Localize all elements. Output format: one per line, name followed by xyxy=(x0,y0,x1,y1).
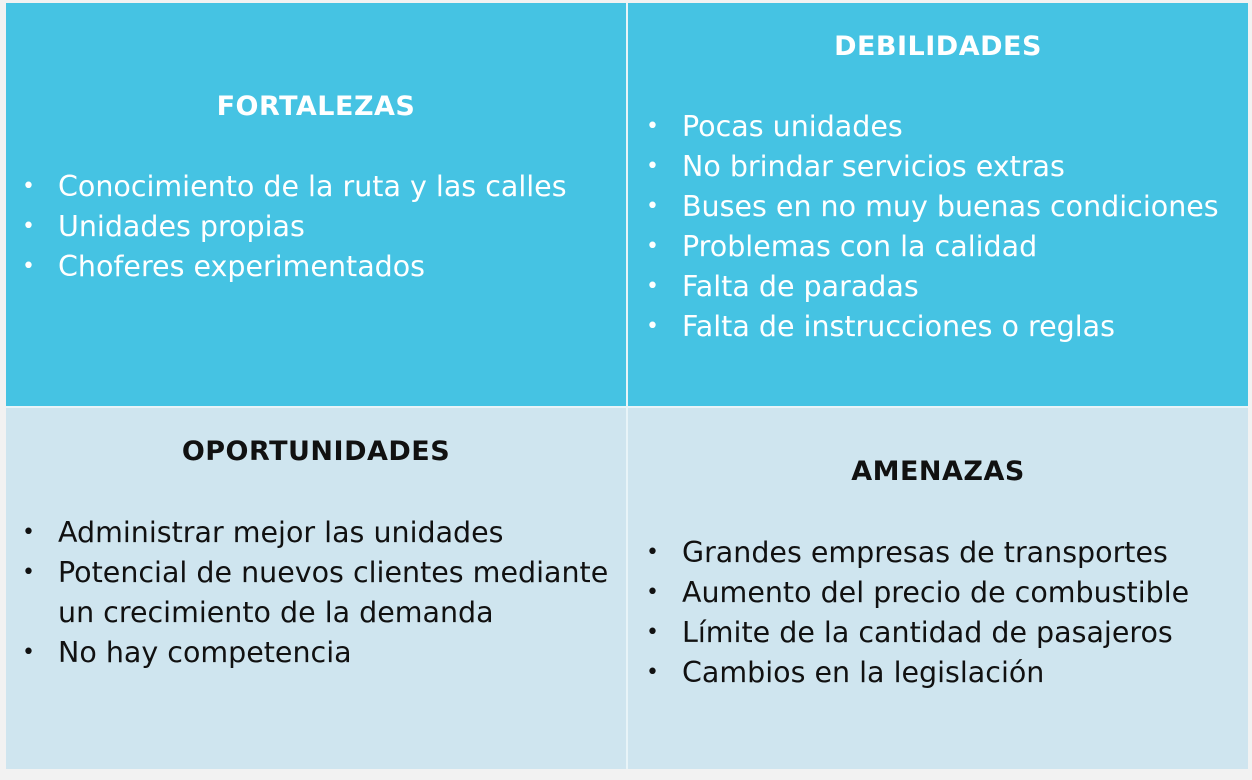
list-item: • Problemas con la calidad xyxy=(644,227,1219,267)
quadrant-debilidades xyxy=(628,3,1248,406)
list-item: • Conocimiento de la ruta y las calles xyxy=(20,167,567,207)
list-item: • Límite de la cantidad de pasajeros xyxy=(644,613,1189,653)
list-item: • Unidades propias xyxy=(20,207,567,247)
list-item: • Grandes empresas de transportes xyxy=(644,533,1189,573)
list-item: • Aumento del precio de combustible xyxy=(644,573,1189,613)
quadrant-title-amenazas: AMENAZAS xyxy=(851,456,1025,487)
swot-matrix xyxy=(6,3,1248,769)
list-item: • No hay competencia xyxy=(20,633,610,673)
list-fortalezas xyxy=(20,167,567,287)
list-debilidades xyxy=(644,107,1219,347)
quadrant-title-debilidades: DEBILIDADES xyxy=(834,31,1042,62)
list-item: • Falta de instrucciones o reglas xyxy=(644,307,1219,347)
quadrant-amenazas xyxy=(628,408,1248,769)
quadrant-oportunidades xyxy=(6,408,626,769)
list-item: • Choferes experimentados xyxy=(20,247,567,287)
quadrant-title-oportunidades: OPORTUNIDADES xyxy=(181,436,451,467)
quadrant-title-fortalezas: FORTALEZAS xyxy=(216,91,416,122)
list-oportunidades xyxy=(20,513,610,673)
list-item: • Cambios en la legislación xyxy=(644,653,1189,693)
list-item: • No brindar servicios extras xyxy=(644,147,1219,187)
list-item: • Administrar mejor las unidades xyxy=(20,513,610,553)
list-amenazas xyxy=(644,533,1189,693)
list-item: • Falta de paradas xyxy=(644,267,1219,307)
list-item: • Potencial de nuevos clientes mediante un crecimiento de la demanda xyxy=(20,553,610,633)
list-item: • Pocas unidades xyxy=(644,107,1219,147)
list-item: • Buses en no muy buenas condiciones xyxy=(644,187,1219,227)
quadrant-fortalezas xyxy=(6,3,626,406)
